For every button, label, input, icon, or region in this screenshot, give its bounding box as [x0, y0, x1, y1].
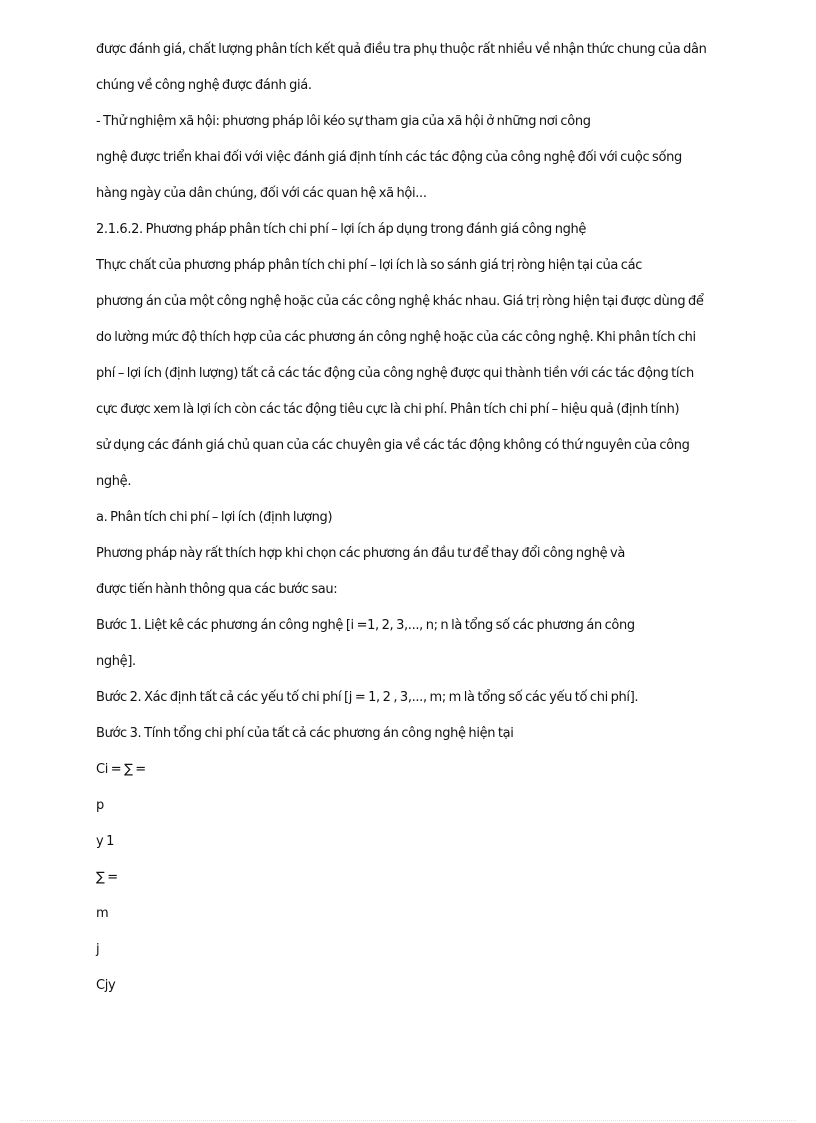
text-line: nghệ].	[96, 654, 136, 669]
text-line: phí – lợi ích (định lượng) tất cả các tác động của công nghệ được qui thành tiền với các tác động tích	[96, 366, 694, 381]
subsection-heading: a. Phân tích chi phí – lợi ích (định lượng)	[96, 510, 333, 525]
formula-line: m	[96, 906, 109, 921]
section-heading: 2.1.6.2. Phương pháp phân tích chi phí – lợi ích áp dụng trong đánh giá công nghệ	[96, 222, 587, 237]
text-line: do lường mức độ thích hợp của các phương án công nghệ hoặc của các công nghệ. Khi phân tích chi	[96, 330, 696, 345]
text-line: Phương pháp này rất thích hợp khi chọn các phương án đầu tư để thay đổi công nghệ và	[96, 546, 625, 561]
step-line: Bước 2. Xác định tất cả các yếu tố chi phí [j = 1, 2 , 3,..., m; m là tổng số các yếu tố chi phí].	[96, 690, 639, 705]
text-line: được đánh giá, chất lượng phân tích kết quả điều tra phụ thuộc rất nhiều về nhận thức chung của dân	[96, 42, 707, 57]
formula-line: Ci = ∑ =	[96, 762, 146, 777]
text-line: - Thử nghiệm xã hội: phương pháp lôi kéo sự tham gia của xã hội ở những nơi công	[96, 114, 591, 129]
text-line: sử dụng các đánh giá chủ quan của các chuyên gia về các tác động không có thứ nguyên của công	[96, 438, 690, 453]
page-edge-divider	[20, 1120, 796, 1121]
text-line: cực được xem là lợi ích còn các tác động tiêu cực là chi phí. Phân tích chi phí – hiệu quả (định tính)	[96, 402, 680, 417]
formula-line: j	[96, 942, 100, 957]
text-line: phương án của một công nghệ hoặc của các công nghệ khác nhau. Giá trị ròng hiện tại được dùng để	[96, 294, 704, 309]
text-line: nghệ được triển khai đối với việc đánh giá định tính các tác động của công nghệ đối với cuộc sống	[96, 150, 682, 165]
text-line: hàng ngày của dân chúng, đối với các quan hệ xã hội...	[96, 186, 427, 201]
step-line: Bước 1. Liệt kê các phương án công nghệ [i =1, 2, 3,..., n; n là tổng số các phương án công	[96, 618, 635, 633]
step-line: Bước 3. Tính tổng chi phí của tất cả các phương án công nghệ hiện tại	[96, 726, 514, 741]
formula-line: p	[96, 798, 104, 813]
text-line: được tiến hành thông qua các bước sau:	[96, 582, 338, 597]
text-line: nghệ.	[96, 474, 132, 489]
text-line: chúng về công nghệ được đánh giá.	[96, 78, 312, 93]
formula-line: Cjy	[96, 978, 116, 993]
formula-line: y 1	[96, 834, 115, 849]
text-line: Thực chất của phương pháp phân tích chi phí – lợi ích là so sánh giá trị ròng hiện tại của các	[96, 258, 642, 273]
formula-line: ∑ =	[96, 870, 118, 885]
